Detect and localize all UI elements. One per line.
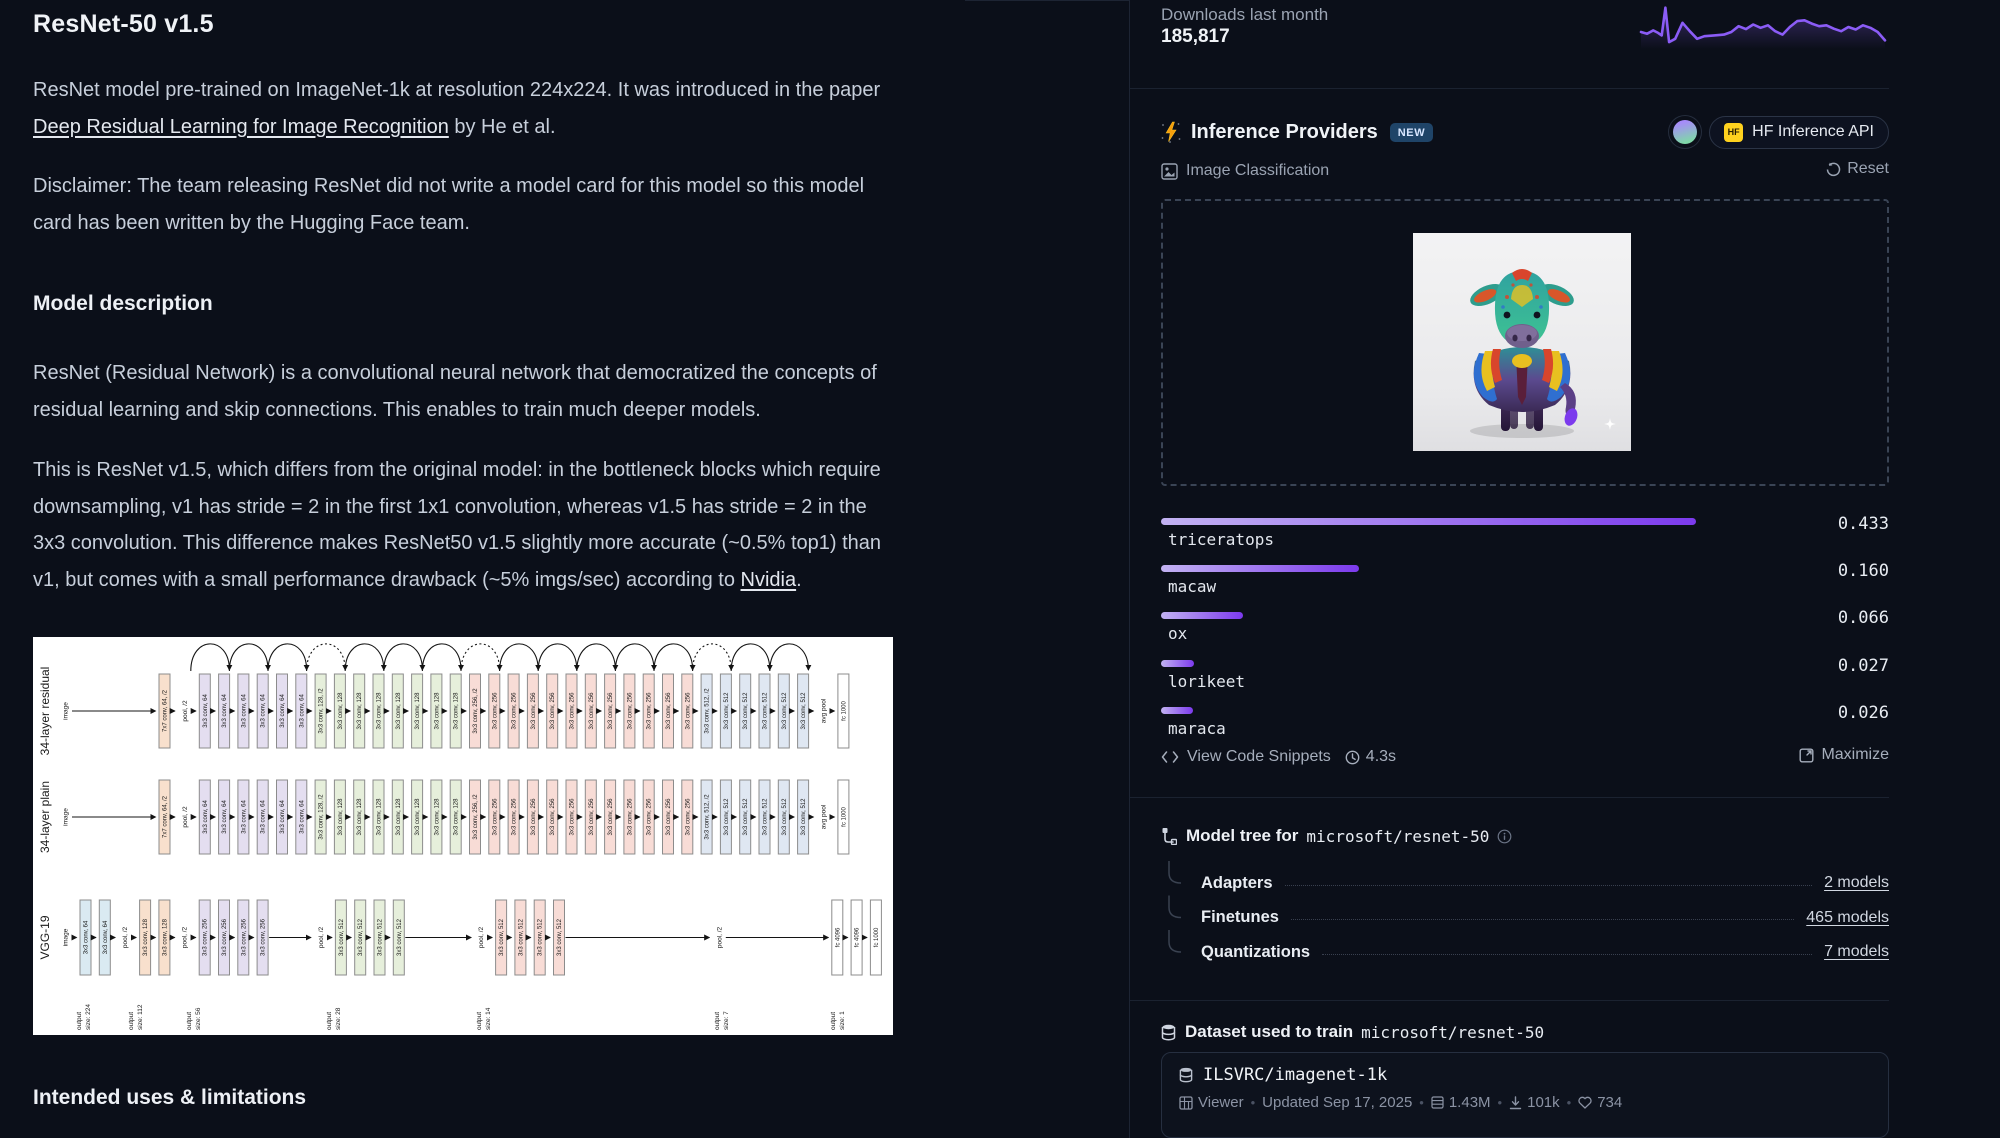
- page-title: ResNet-50 v1.5: [33, 10, 214, 38]
- maximize-icon: [1799, 748, 1814, 763]
- svg-text:3x3 conv, 64: 3x3 conv, 64: [280, 800, 286, 834]
- svg-text:fc 4096: fc 4096: [854, 927, 861, 948]
- architecture-diagram: [33, 637, 893, 1035]
- score-bar: [1161, 565, 1359, 572]
- model-tree-row-quantizations: [1201, 940, 1889, 964]
- svg-text:3x3 conv, 128: 3x3 conv, 128: [357, 692, 364, 730]
- svg-text:3x3 conv, 128: 3x3 conv, 128: [337, 692, 344, 730]
- provider-name: HF Inference API: [1752, 123, 1874, 140]
- divider: [1130, 1000, 1889, 1001]
- svg-text:3x3 conv, 64: 3x3 conv, 64: [83, 920, 90, 955]
- tree-row-label: Finetunes: [1201, 908, 1279, 926]
- tree-row-label: Adapters: [1201, 873, 1273, 892]
- score-bar: [1161, 660, 1194, 667]
- svg-text:3x3 conv, 256: 3x3 conv, 256: [608, 798, 615, 836]
- divider: [1130, 88, 1889, 89]
- description-paragraph: ResNet (Residual Network) is a convolutional neural network that democratized the concepts of residual learning and skip connections. This enables to train much deeper models.: [33, 362, 877, 421]
- svg-text:3x3 conv, 64: 3x3 conv, 64: [241, 694, 248, 728]
- class-label: triceratops: [1168, 530, 1274, 549]
- model-tree-row-adapters: [1201, 871, 1889, 895]
- svg-text:3x3 conv, 64: 3x3 conv, 64: [299, 800, 306, 834]
- svg-text:3x3 conv, 512: 3x3 conv, 512: [358, 919, 365, 956]
- svg-text:3x3 conv, 128: 3x3 conv, 128: [453, 692, 460, 730]
- clock-icon: [1345, 750, 1360, 765]
- svg-text:3x3 conv, 256: 3x3 conv, 256: [608, 692, 615, 730]
- svg-text:pool, /2: pool, /2: [181, 806, 189, 828]
- tree-row-link[interactable]: 465 models: [1806, 908, 1889, 926]
- svg-text:output: output: [714, 1011, 721, 1030]
- nvidia-link[interactable]: Nvidia: [740, 568, 797, 591]
- score-bar: [1161, 518, 1696, 525]
- svg-text:3x3 conv, 64: 3x3 conv, 64: [241, 800, 248, 834]
- svg-text:size: 224: size: 224: [85, 1003, 92, 1030]
- meta-separator: •: [1497, 1095, 1503, 1110]
- svg-text:image: image: [62, 702, 70, 720]
- svg-text:3x3 conv, 64: 3x3 conv, 64: [260, 694, 267, 728]
- svg-text:3x3 conv, 128: 3x3 conv, 128: [357, 798, 364, 836]
- class-label: macaw: [1168, 577, 1217, 597]
- resnet-vgg-figure: [33, 637, 893, 1035]
- tree-row-link[interactable]: 2 models: [1824, 874, 1889, 891]
- svg-text:image: image: [62, 928, 70, 947]
- reset-label: Reset: [1847, 160, 1889, 177]
- classification-result-row: [1161, 703, 1889, 743]
- downloads-count: 185,817: [1161, 26, 1230, 47]
- section-heading-model-description: Model description: [33, 292, 213, 315]
- svg-text:3x3 conv, 64: 3x3 conv, 64: [222, 800, 229, 834]
- svg-text:3x3 conv, 512: 3x3 conv, 512: [762, 692, 769, 730]
- rows-icon: [1431, 1096, 1444, 1109]
- svg-text:3x3 conv, 256: 3x3 conv, 256: [588, 798, 595, 836]
- class-label: maraca: [1168, 718, 1226, 738]
- svg-text:pool, /2: pool, /2: [122, 926, 130, 949]
- svg-text:output: output: [326, 1011, 333, 1030]
- svg-text:3x3 conv, 256: 3x3 conv, 256: [685, 692, 692, 730]
- dataset-name[interactable]: ILSVRC/imagenet-1k: [1203, 1065, 1388, 1085]
- svg-text:3x3 conv, 256: 3x3 conv, 256: [666, 798, 672, 836]
- svg-text:output: output: [186, 1011, 193, 1030]
- dataset-meta-row: [1179, 1094, 1871, 1111]
- downloads-label: Downloads last month: [1161, 5, 1329, 24]
- svg-text:3x3 conv, 256: 3x3 conv, 256: [260, 919, 267, 956]
- svg-text:7x7 conv, 64, /2: 7x7 conv, 64, /2: [162, 690, 169, 732]
- meta-separator: •: [1250, 1095, 1256, 1110]
- svg-text:3x3 conv, 256: 3x3 conv, 256: [685, 798, 692, 836]
- model-tree-icon: [1161, 827, 1177, 845]
- svg-text:3x3 conv, 128: 3x3 conv, 128: [395, 692, 402, 730]
- svg-text:3x3 conv, 64: 3x3 conv, 64: [280, 694, 286, 728]
- model-tree-header: [1161, 824, 1889, 848]
- svg-text:3x3 conv, 512: 3x3 conv, 512: [801, 692, 808, 730]
- inference-providers-header: [1161, 114, 1889, 150]
- svg-text:3x3 conv, 128, /2: 3x3 conv, 128, /2: [318, 794, 325, 840]
- classification-result-row: [1161, 656, 1889, 696]
- svg-text:3x3 conv, 512: 3x3 conv, 512: [781, 692, 788, 730]
- svg-text:3x3 conv, 256: 3x3 conv, 256: [627, 798, 634, 836]
- class-score: 0.160: [1837, 561, 1889, 582]
- maximize-button[interactable]: [1799, 746, 1889, 764]
- model-tree-rows: [1161, 860, 1889, 970]
- sparkle-icon: [1603, 417, 1617, 431]
- svg-text:3x3 conv, 64: 3x3 conv, 64: [102, 920, 109, 955]
- version-paragraph: [33, 452, 888, 598]
- dataset-title: Dataset used to train: [1185, 1022, 1354, 1041]
- model-tree-title: Model tree for: [1186, 826, 1299, 845]
- svg-text:3x3 conv, 128: 3x3 conv, 128: [453, 798, 460, 836]
- svg-text:3x3 conv, 256: 3x3 conv, 256: [666, 692, 672, 730]
- svg-text:pool, /2: pool, /2: [181, 700, 189, 722]
- maximize-label: Maximize: [1821, 746, 1889, 763]
- svg-text:3x3 conv, 256: 3x3 conv, 256: [588, 692, 595, 730]
- score-bar: [1161, 707, 1193, 714]
- tree-connector-lines: [1161, 852, 1205, 972]
- reset-button[interactable]: [1826, 160, 1889, 178]
- svg-text:3x3 conv, 128: 3x3 conv, 128: [376, 692, 383, 730]
- svg-text:3x3 conv, 512: 3x3 conv, 512: [762, 798, 769, 836]
- svg-text:3x3 conv, 64: 3x3 conv, 64: [202, 800, 209, 834]
- classification-result-row: [1161, 608, 1889, 648]
- svg-text:fc 1000: fc 1000: [841, 807, 848, 827]
- svg-text:3x3 conv, 512: 3x3 conv, 512: [518, 919, 525, 956]
- paper-link[interactable]: Deep Residual Learning for Image Recognition: [33, 115, 449, 138]
- intro-text: ResNet model pre-trained on ImageNet-1k at resolution 224x224. It was introduced in the paper: [33, 79, 881, 101]
- view-code-snippets-button[interactable]: View Code Snippets: [1187, 748, 1331, 765]
- svg-text:pool, /2: pool, /2: [181, 926, 189, 949]
- provider-select-button[interactable]: [1709, 116, 1889, 149]
- model-tree-row-finetunes: [1201, 906, 1889, 930]
- dotted-leader: [1322, 954, 1812, 955]
- database-icon: [1161, 1024, 1176, 1041]
- downloads-sparkline-chart: [1638, 3, 1888, 51]
- uploaded-cow-image: [1413, 233, 1631, 451]
- svg-text:pool, /2: pool, /2: [478, 926, 486, 949]
- svg-text:fc 1000: fc 1000: [873, 927, 880, 948]
- svg-text:3x3 conv, 256: 3x3 conv, 256: [550, 692, 557, 730]
- svg-text:34-layer residual: 34-layer residual: [38, 666, 52, 756]
- svg-text:3x3 conv, 512, /2: 3x3 conv, 512, /2: [704, 794, 711, 840]
- dataset-rows-count: 1.43M: [1448, 1094, 1491, 1111]
- section-heading-intended-uses: Intended uses & limitations: [33, 1086, 307, 1109]
- svg-text:3x3 conv, 64: 3x3 conv, 64: [222, 694, 229, 728]
- svg-text:3x3 conv, 64: 3x3 conv, 64: [299, 694, 306, 728]
- widget-actions-row: [1161, 746, 1889, 768]
- provider-avatar[interactable]: [1673, 120, 1697, 144]
- intro-paragraph: [33, 72, 888, 145]
- svg-text:pool, /2: pool, /2: [716, 926, 724, 949]
- svg-text:7x7 conv, 64, /2: 7x7 conv, 64, /2: [162, 796, 169, 838]
- svg-text:3x3 conv, 512: 3x3 conv, 512: [743, 692, 750, 730]
- svg-text:3x3 conv, 256: 3x3 conv, 256: [646, 798, 653, 836]
- hf-logo-icon: HF: [1724, 123, 1743, 142]
- svg-text:3x3 conv, 256: 3x3 conv, 256: [492, 798, 499, 836]
- bolt-icon: [1161, 121, 1181, 143]
- viewer-label[interactable]: Viewer: [1198, 1094, 1244, 1111]
- intro-text-post: by He et al.: [448, 115, 556, 138]
- svg-text:3x3 conv, 256: 3x3 conv, 256: [569, 798, 576, 836]
- svg-text:3x3 conv, 256: 3x3 conv, 256: [492, 692, 499, 730]
- card-edge-divider: [965, 0, 1129, 1]
- svg-text:3x3 conv, 64: 3x3 conv, 64: [260, 800, 267, 834]
- dataset-likes-count: 734: [1597, 1094, 1623, 1111]
- svg-text:3x3 conv, 512: 3x3 conv, 512: [338, 919, 345, 956]
- meta-separator: •: [1566, 1095, 1572, 1110]
- svg-text:size: 7: size: 7: [723, 1011, 730, 1030]
- svg-text:3x3 conv, 256: 3x3 conv, 256: [530, 798, 537, 836]
- svg-text:3x3 conv, 512: 3x3 conv, 512: [781, 798, 788, 836]
- model-tree-model-name: microsoft/resnet-50: [1306, 826, 1490, 846]
- dataset-model-name: microsoft/resnet-50: [1361, 1022, 1545, 1042]
- svg-text:3x3 conv, 256: 3x3 conv, 256: [511, 692, 518, 730]
- class-label: lorikeet: [1168, 671, 1246, 691]
- svg-text:3x3 conv, 128: 3x3 conv, 128: [162, 919, 169, 956]
- task-label: Image Classification: [1186, 162, 1330, 179]
- class-score: 0.026: [1837, 702, 1889, 723]
- svg-text:3x3 conv, 256, /2: 3x3 conv, 256, /2: [473, 794, 479, 840]
- svg-text:3x3 conv, 256, /2: 3x3 conv, 256, /2: [473, 688, 479, 734]
- svg-text:output: output: [128, 1011, 135, 1030]
- svg-text:fc 4096: fc 4096: [835, 927, 842, 948]
- version-text-post: .: [796, 568, 802, 591]
- svg-text:size: 14: size: 14: [485, 1007, 492, 1030]
- classification-result-row: [1161, 561, 1889, 601]
- class-score: 0.433: [1837, 514, 1889, 534]
- svg-text:3x3 conv, 256: 3x3 conv, 256: [569, 692, 576, 730]
- tree-row-label: Quantizations: [1201, 942, 1311, 961]
- svg-text:3x3 conv, 256: 3x3 conv, 256: [241, 919, 248, 956]
- info-icon[interactable]: [1497, 829, 1512, 844]
- svg-text:3x3 conv, 512: 3x3 conv, 512: [396, 919, 403, 956]
- svg-text:3x3 conv, 512: 3x3 conv, 512: [557, 919, 563, 956]
- svg-text:avg pool: avg pool: [820, 698, 828, 724]
- svg-text:3x3 conv, 128: 3x3 conv, 128: [434, 692, 441, 730]
- svg-text:VGG-19: VGG-19: [38, 915, 52, 960]
- svg-text:3x3 conv, 64: 3x3 conv, 64: [202, 694, 209, 728]
- svg-text:3x3 conv, 128: 3x3 conv, 128: [415, 692, 422, 730]
- svg-text:3x3 conv, 256: 3x3 conv, 256: [646, 692, 653, 730]
- svg-text:3x3 conv, 512: 3x3 conv, 512: [743, 798, 750, 836]
- svg-text:output: output: [830, 1011, 837, 1030]
- disclaimer-paragraph: Disclaimer: The team releasing ResNet did not write a model card for this model so this model card has been written by the Hugging Face team.: [33, 175, 865, 234]
- download-icon: [1509, 1096, 1522, 1110]
- dataset-downloads-count: 101k: [1527, 1094, 1560, 1111]
- svg-text:3x3 conv, 512: 3x3 conv, 512: [723, 692, 730, 730]
- svg-text:3x3 conv, 256: 3x3 conv, 256: [627, 692, 634, 730]
- dotted-leader: [1291, 919, 1794, 920]
- svg-text:3x3 conv, 512: 3x3 conv, 512: [499, 919, 506, 956]
- svg-text:image: image: [62, 808, 70, 826]
- viewer-icon: [1179, 1096, 1193, 1110]
- svg-text:3x3 conv, 128: 3x3 conv, 128: [143, 919, 150, 956]
- inference-providers-title: Inference Providers: [1191, 120, 1378, 143]
- svg-text:3x3 conv, 256: 3x3 conv, 256: [202, 919, 209, 956]
- code-icon: [1161, 750, 1179, 764]
- svg-text:size: 56: size: 56: [195, 1007, 202, 1030]
- svg-text:3x3 conv, 512: 3x3 conv, 512: [377, 919, 384, 956]
- svg-text:3x3 conv, 512: 3x3 conv, 512: [801, 798, 808, 836]
- dataset-header: [1161, 1020, 1889, 1044]
- svg-text:avg pool: avg pool: [820, 804, 828, 830]
- image-classification-icon: [1161, 163, 1178, 180]
- sidebar: [1129, 0, 2000, 1138]
- svg-text:3x3 conv, 512: 3x3 conv, 512: [723, 798, 730, 836]
- meta-separator: •: [1419, 1095, 1424, 1110]
- classification-result-row: [1161, 514, 1889, 554]
- version-text: This is ResNet v1.5, which differs from the original model: in the bottleneck blocks which require downsampling, v1 has stride = 2 in the first 1x1 convolution, whereas v1.5 has stride = 2 in the 3x3 convolution. This difference makes ResNet50 v1.5 slightly more accurate (~0.5% top1) than v1, but comes with a small performance drawback (~5% imgs/sec) according to: [33, 459, 882, 591]
- class-label: ox: [1168, 624, 1188, 644]
- svg-text:34-layer plain: 34-layer plain: [38, 780, 52, 854]
- score-bar: [1161, 612, 1243, 619]
- task-row: [1161, 160, 1889, 182]
- dotted-leader: [1285, 885, 1813, 886]
- compute-time: 4.3s: [1365, 748, 1397, 765]
- svg-text:output: output: [76, 1011, 83, 1030]
- new-badge: NEW: [1390, 123, 1433, 142]
- svg-text:3x3 conv, 128, /2: 3x3 conv, 128, /2: [318, 688, 325, 734]
- class-score: 0.066: [1837, 608, 1889, 629]
- class-score: 0.027: [1837, 655, 1889, 676]
- svg-text:size: 28: size: 28: [335, 1007, 342, 1030]
- svg-text:3x3 conv, 256: 3x3 conv, 256: [511, 798, 518, 836]
- svg-text:pool, /2: pool, /2: [317, 926, 325, 949]
- heart-icon: [1578, 1096, 1592, 1109]
- dataset-icon: [1179, 1067, 1193, 1083]
- svg-text:fc 1000: fc 1000: [841, 701, 848, 721]
- svg-text:size: 112: size: 112: [137, 1004, 144, 1030]
- svg-text:3x3 conv, 256: 3x3 conv, 256: [550, 798, 557, 836]
- dataset-card[interactable]: [1161, 1052, 1889, 1138]
- svg-text:3x3 conv, 512: 3x3 conv, 512: [537, 919, 544, 956]
- svg-text:3x3 conv, 128: 3x3 conv, 128: [337, 798, 344, 836]
- svg-text:output: output: [476, 1011, 483, 1030]
- svg-text:3x3 conv, 128: 3x3 conv, 128: [376, 798, 383, 836]
- svg-text:3x3 conv, 512, /2: 3x3 conv, 512, /2: [704, 688, 711, 734]
- divider: [1130, 797, 1889, 798]
- svg-text:3x3 conv, 256: 3x3 conv, 256: [222, 919, 228, 956]
- svg-text:3x3 conv, 128: 3x3 conv, 128: [395, 798, 402, 836]
- svg-text:3x3 conv, 128: 3x3 conv, 128: [434, 798, 441, 836]
- svg-text:3x3 conv, 256: 3x3 conv, 256: [530, 692, 537, 730]
- tree-row-link[interactable]: 7 models: [1824, 943, 1889, 960]
- svg-text:3x3 conv, 128: 3x3 conv, 128: [415, 798, 422, 836]
- reset-icon: [1826, 162, 1841, 177]
- svg-text:size: 1: size: 1: [839, 1011, 846, 1030]
- dataset-updated: Updated Sep 17, 2025: [1262, 1094, 1413, 1111]
